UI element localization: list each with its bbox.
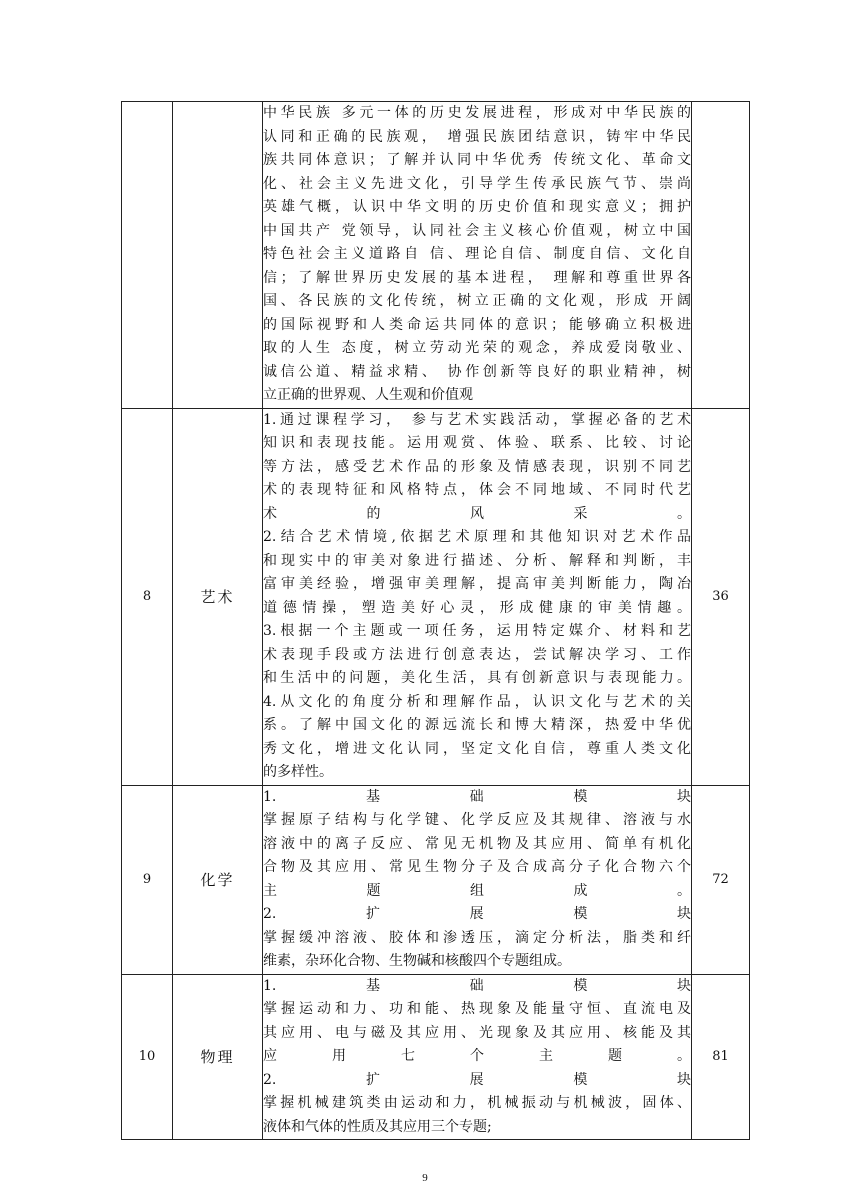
description-line: 英雄气概，认识中华文明的历史价值和现实意义；拥护 [263, 199, 691, 215]
description-line: 术的表现特征和风格特点，体会不同地域、不同时代艺 [263, 482, 691, 498]
table-row [122, 102, 750, 409]
table-row [122, 974, 750, 1140]
description-line: 1.基础模块 [263, 788, 691, 805]
description-line: 2.扩展模块 [263, 906, 691, 922]
description-line: 3.根据一个主题或一项任务，运用特定媒介、材料和艺 [263, 623, 691, 639]
description-line: 取的人生 态度，树立劳动光荣的观念，养成爱岗敬业、 [263, 340, 691, 356]
description-cell [263, 408, 692, 785]
description-line: 溶液中的离子反应、常见无机物及其应用、简单有机化 [263, 835, 691, 852]
description-cell [263, 102, 692, 409]
description-line: 2.结合艺术情境,依据艺术原理和其他知识对艺术作品 [263, 529, 691, 545]
description-line: 道德情操，塑造美好心灵，形成健康的审美情趣。 [263, 599, 691, 616]
description-line: 中华民族 多元一体的历史发展进程，形成对中华民族的 [263, 105, 691, 121]
description-line: 的多样性。 [263, 764, 333, 780]
description-line: 信；了解世界历史发展的基本进程， 理解和尊重世界各 [263, 269, 691, 286]
table-row [122, 785, 750, 974]
description-line: 1.基础模块 [263, 977, 691, 994]
subject-name-cell: 物理 [173, 974, 263, 1140]
row-number-cell: 10 [122, 974, 173, 1140]
subject-name-cell: 艺术 [173, 408, 263, 785]
description-line: 立正确的世界观、人生观和价值观 [263, 387, 473, 403]
description-line: 国、各民族的文化传统，树立正确的文化观，形成 开阔 [263, 293, 691, 309]
subject-name-cell [173, 102, 263, 409]
description-line: 维素，杂环化合物、生物碱和核酸四个专题组成。 [263, 953, 571, 969]
description-line: 等方法，感受艺术作品的形象及情感表现，识别不同艺 [263, 458, 691, 475]
description-line: 掌握运动和力、功和能、热现象及能量守恒、直流电及 [263, 1001, 691, 1017]
course-table-body [122, 102, 750, 1140]
description-line: 族共同体意识；了解并认同中华优秀 传统文化、革命文 [263, 152, 691, 168]
description-line: 化、社会主义先进文化，引导学生传承民族气节、崇尚 [263, 175, 691, 192]
description-line: 的国际视野和人类命运共同体的意识；能够确立积极进 [263, 316, 691, 333]
description-line: 术的风采。 [263, 505, 691, 522]
description-line: 秀文化，增进文化认同，坚定文化自信，尊重人类文化 [263, 740, 691, 757]
row-number-cell [122, 102, 173, 409]
hours-cell: 36 [692, 408, 750, 785]
description-line: 其应用、电与磁及其应用、光现象及其应用、核能及其 [263, 1024, 691, 1041]
description-line: 掌握原子结构与化学键、化学反应及其规律、溶液与水 [263, 812, 691, 828]
table-row [122, 408, 750, 785]
course-table [121, 101, 750, 1140]
description-line: 和生活中的问题，美化生活，具有创新意识与表现能力。 [263, 670, 691, 686]
description-line: 1.通过课程学习， 参与艺术实践活动，掌握必备的艺术 [263, 411, 691, 428]
row-number-cell: 8 [122, 408, 173, 785]
description-line: 知识和表现技能。运用观赏、体验、联系、比较、讨论 [263, 435, 691, 451]
hours-cell [692, 102, 750, 409]
description-line: 主题组成。 [263, 882, 691, 899]
description-line: 掌握缓冲溶液、胶体和渗透压，滴定分析法，脂类和纤 [263, 929, 691, 946]
description-line: 富审美经验，增强审美理解，提高审美判断能力，陶冶 [263, 576, 691, 592]
description-line: 合物及其应用、常见生物分子及合成高分子化合物六个 [263, 859, 691, 875]
description-line: 和现实中的审美对象进行描述、分析、解释和判断，丰 [263, 552, 691, 569]
row-number-cell: 9 [122, 785, 173, 974]
description-line: 诚信公道、精益求精、 协作创新等良好的职业精神，树 [263, 363, 691, 380]
hours-cell: 72 [692, 785, 750, 974]
description-line: 应用七个主题。 [263, 1048, 691, 1064]
description-line: 特色社会主义道路自 信、理论自信、制度自信、文化自 [263, 246, 691, 262]
description-line: 2.扩展模块 [263, 1071, 691, 1088]
description-line: 系。了解中国文化的源远流长和博大精深，热爱中华优 [263, 717, 691, 733]
description-line: 术表现手段或方法进行创意表达，尝试解决学习、工作 [263, 646, 691, 663]
description-line: 4.从文化的角度分析和理解作品，认识文化与艺术的关 [263, 693, 691, 710]
description-cell [263, 974, 692, 1140]
subject-name-cell: 化学 [173, 785, 263, 974]
page-number: 9 [422, 1172, 428, 1184]
description-line: 掌握机械建筑类由运动和力，机械振动与机械波，固体、 [263, 1095, 691, 1111]
description-line: 认同和正确的民族观， 增强民族团结意识，铸牢中华民 [263, 128, 691, 145]
description-line: 液体和气体的性质及其应用三个专题; [263, 1118, 492, 1135]
hours-cell: 81 [692, 974, 750, 1140]
description-line: 中国共产 党领导，认同社会主义核心价值观，树立中国 [263, 222, 691, 239]
description-cell [263, 785, 692, 974]
